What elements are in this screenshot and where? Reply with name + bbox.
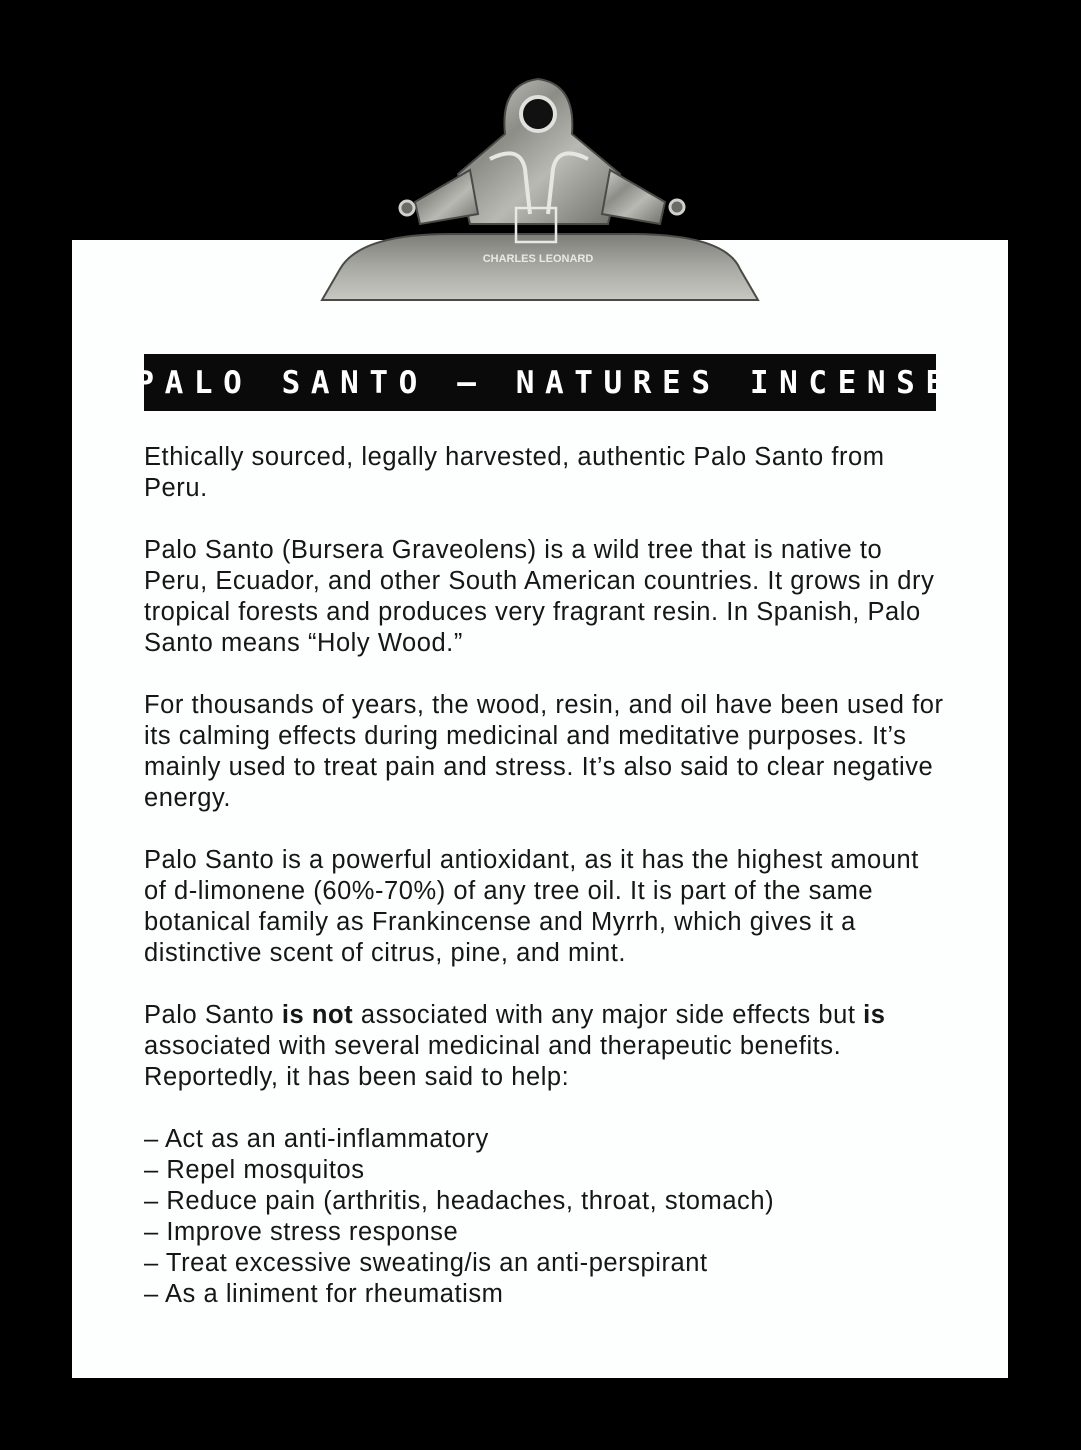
list-item: – Improve stress response xyxy=(144,1218,459,1246)
list-item: – Reduce pain (arthritis, headaches, throat, stomach) xyxy=(144,1187,775,1215)
antioxidant-paragraph: Palo Santo is a powerful antioxidant, as it has the highest amount of d-limonene (60%-70%) of any tree oil. It is part of the same botanical family as Frankincense and Myrrh, which gives it a distinctive scent of citrus, pine, and mint. xyxy=(144,846,919,967)
benefits-list xyxy=(144,1124,944,1310)
side-effects-emphasis-not: is not xyxy=(281,1001,354,1029)
title-banner xyxy=(135,354,955,411)
side-effects-emphasis-is: is xyxy=(863,1001,886,1029)
side-effects-text-a: Palo Santo xyxy=(144,1001,282,1029)
side-effects-text-c: associated with any major side effects but xyxy=(353,1001,864,1029)
intro-paragraph: Ethically sourced, legally harvested, authentic Palo Santo from Peru. xyxy=(144,443,885,502)
article-body xyxy=(144,442,944,1310)
list-item: – As a liniment for rheumatism xyxy=(144,1280,504,1308)
side-effects-text-e: associated with several medicinal and therapeutic benefits. Reportedly, it has been said to help: xyxy=(144,1032,842,1091)
list-item: – Repel mosquitos xyxy=(144,1156,365,1184)
side-effects-paragraph xyxy=(144,1000,944,1093)
list-item: – Act as an anti-inflammatory xyxy=(144,1125,489,1153)
origin-paragraph: Palo Santo (Bursera Graveolens) is a wild tree that is native to Peru, Ecuador, and other South American countries. It grows in dry tropical forests and produces very fragrant resin. In Spanish, Palo Santo means “Holy Wood.” xyxy=(144,536,935,657)
clip-brand-text: CHARLES LEONARD xyxy=(482,253,594,265)
page-title: PALO SANTO – NATURES INCENSE xyxy=(135,364,955,401)
history-paragraph: For thousands of years, the wood, resin, and oil have been used for its calming effects during medicinal and meditative purposes. It’s mainly used to treat pain and stress. It’s also said to clear negative energy. xyxy=(144,691,944,812)
clipboard-clip-icon xyxy=(320,74,760,302)
list-item: – Treat excessive sweating/is an anti-perspirant xyxy=(144,1249,708,1277)
